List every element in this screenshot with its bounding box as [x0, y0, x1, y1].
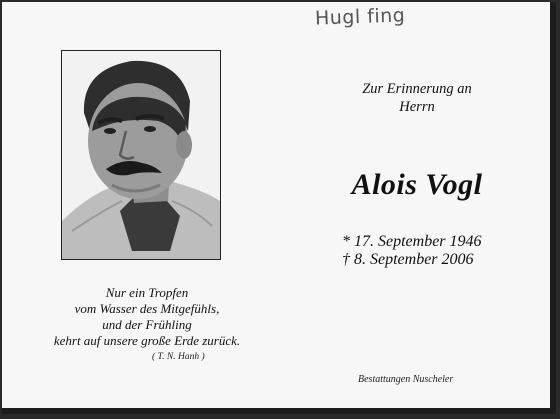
deceased-name: Alois Vogl [351, 168, 483, 201]
handwritten-note: Hugl fing [314, 4, 406, 30]
poem-line-3: und der Frühling [102, 317, 192, 332]
intro-text [332, 80, 502, 116]
portrait-photo [61, 50, 221, 260]
memorial-card [2, 2, 556, 414]
poem-line-2: vom Wasser des Mitgefühls, [74, 301, 220, 316]
portrait-illustration [62, 51, 220, 259]
memorial-poem [32, 285, 262, 349]
poem-line-4: kehrt auf unsere große Erde zurück. [53, 333, 241, 348]
funeral-home: Bestattungen Nuscheler [358, 374, 454, 385]
death-date: † 8. September 2006 [342, 251, 474, 268]
intro-line-2: Herrn [399, 99, 435, 115]
life-dates [342, 233, 482, 269]
intro-line-1: Zur Erinnerung an [362, 81, 472, 97]
poem-line-1: Nur ein Tropfen [105, 285, 189, 300]
poem-attribution: ( T. N. Hanh ) [152, 352, 205, 362]
birth-date: * 17. September 1946 [342, 233, 482, 250]
